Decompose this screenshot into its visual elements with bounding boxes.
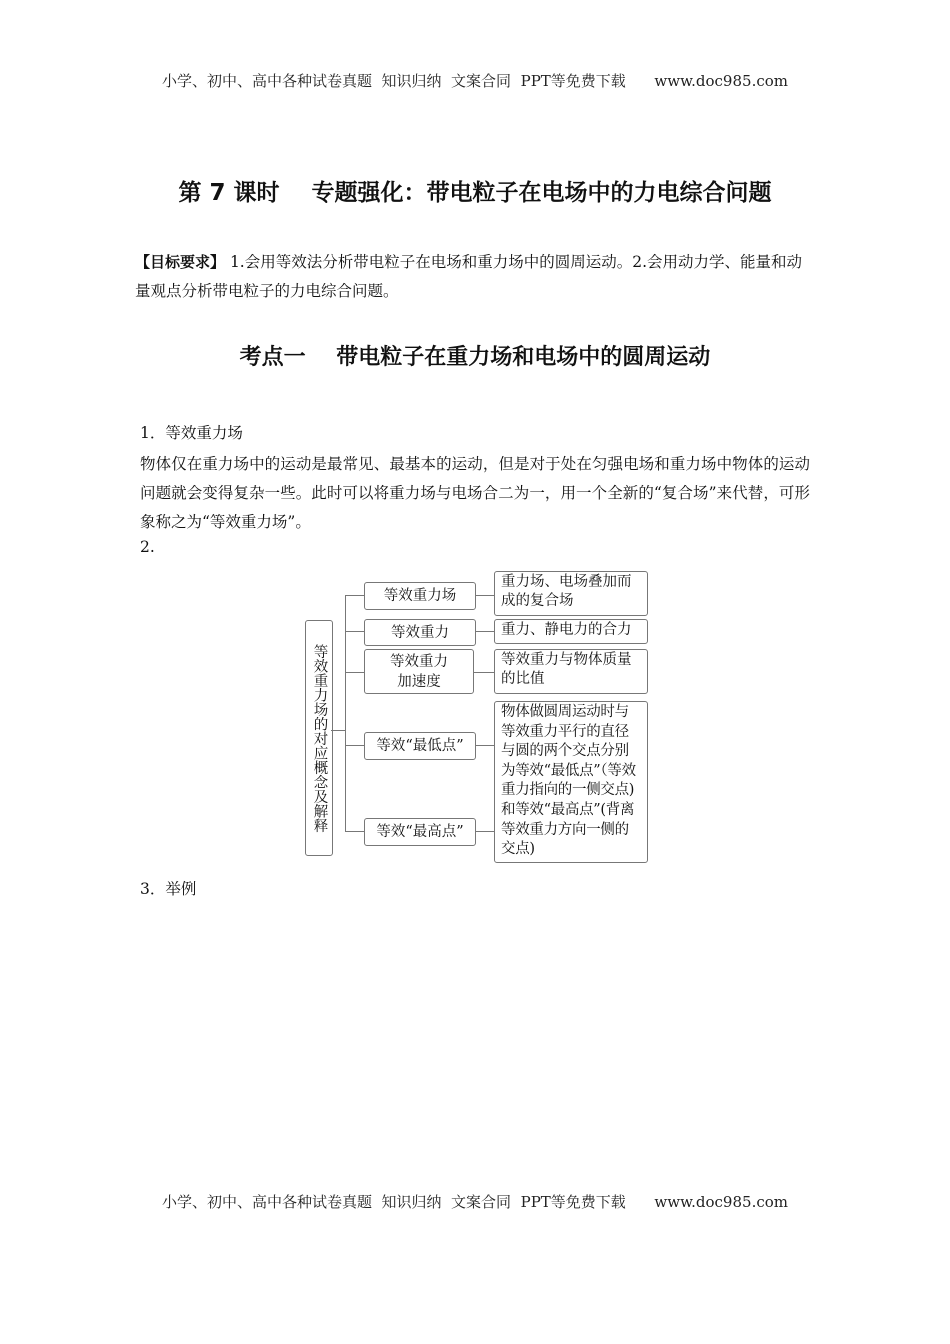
connector-branch (345, 631, 364, 632)
connector-root (331, 730, 345, 731)
connector-branch (345, 745, 364, 746)
goals-text: 1.会用等效法分析带电粒子在电场和重力场中的圆周运动。2.会用动力学、能量和动量观点分析带电粒子的力电综合问题。 (135, 253, 803, 300)
learning-goals (135, 248, 815, 306)
explanation-box: 重力场、电场叠加而成的复合场 (494, 571, 648, 616)
concept-box: 等效重力加速度 (364, 649, 474, 694)
page-footer: 小学、初中、高中各种试卷真题 知识归纳 文案合同 PPT等免费下载 www.doc985.com (161, 1193, 788, 1211)
section-title: 考点一 带电粒子在重力场和电场中的圆周运动 (239, 345, 711, 370)
connector-branch (345, 672, 364, 673)
item-1-heading: 1．等效重力场 (140, 424, 243, 442)
concept-box: 等效“最低点” (364, 732, 476, 760)
connector-link (474, 831, 494, 832)
goals-label: 【目标要求】 (135, 253, 226, 271)
item-2-heading: 2. (140, 538, 155, 556)
explanation-box: 重力、静电力的合力 (494, 619, 648, 644)
explanation-box: 等效重力与物体质量的比值 (494, 649, 648, 694)
item-3-heading: 3．举例 (140, 880, 197, 898)
connector-link (474, 595, 494, 596)
concept-box: 等效“最高点” (364, 818, 476, 846)
item-1-text: 物体仅在重力场中的运动是最常见、最基本的运动，但是对于处在匀强电场和重力场中物体的运动问题就会变得复杂一些。此时可以将重力场与电场合二为一，用一个全新的“复合场”来代替，可形象称之为“等效重力场”。 (140, 455, 810, 531)
lesson-title: 第 7 课时 专题强化：带电粒子在电场中的力电综合问题 (178, 180, 772, 206)
concept-box: 等效重力 (364, 619, 476, 646)
connector-link (474, 631, 494, 632)
connector-branch (345, 831, 364, 832)
concept-map-root: 等效重力场的对应概念及解释 (305, 620, 333, 856)
explanation-box: 物体做圆周运动时与等效重力平行的直径与圆的两个交点分别为等效“最低点”（等效重力指向的一侧交点)和等效“最高点”(背离等效重力方向一侧的交点) (494, 701, 648, 863)
connector-branch (345, 595, 364, 596)
page-header: 小学、初中、高中各种试卷真题 知识归纳 文案合同 PPT等免费下载 www.doc985.com (161, 72, 788, 90)
connector-link (474, 672, 494, 673)
concept-box: 等效重力场 (364, 582, 476, 610)
connector-link (474, 745, 494, 746)
